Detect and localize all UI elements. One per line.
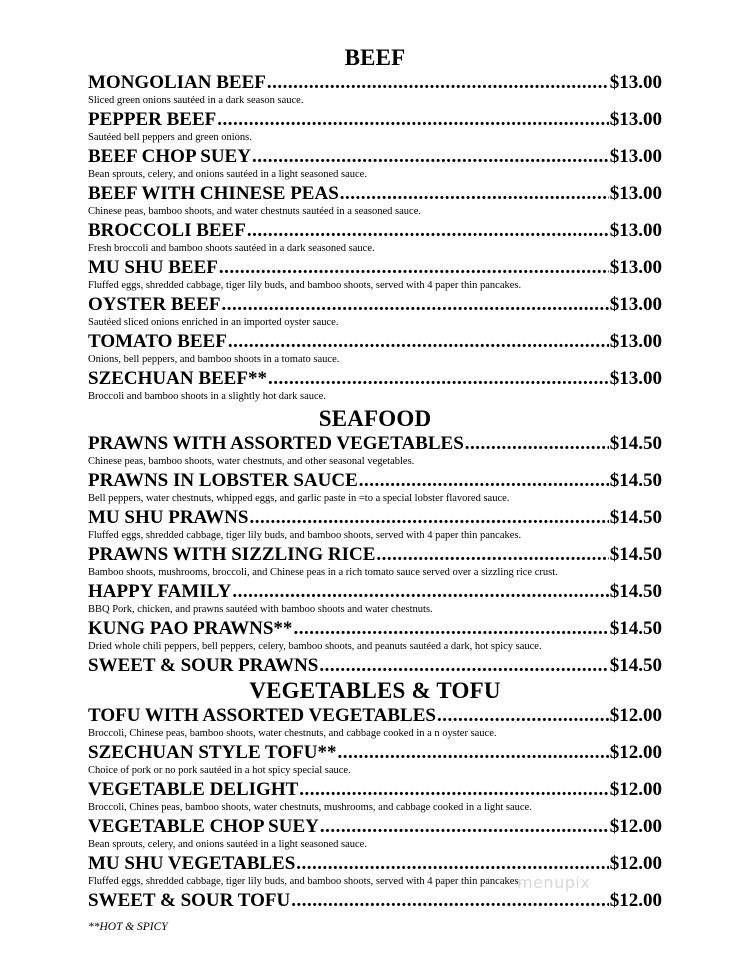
item-name: PRAWNS IN LOBSTER SAUCE — [88, 470, 358, 491]
menu-item — [88, 183, 662, 219]
dot-leader — [268, 368, 609, 390]
item-name: TOFU WITH ASSORTED VEGETABLES — [88, 705, 436, 726]
item-price: $14.50 — [609, 470, 662, 491]
menu-item-line — [88, 331, 662, 353]
item-price: $12.00 — [609, 705, 662, 726]
dot-leader — [296, 853, 608, 875]
item-price: $13.00 — [609, 109, 662, 130]
menu-item — [88, 507, 662, 543]
item-price: $13.00 — [609, 257, 662, 278]
section-beef — [88, 44, 662, 404]
item-name: VEGETABLE CHOP SUEY — [88, 816, 319, 837]
item-description: Sliced green onions sautéed in a dark season sauce. — [88, 95, 304, 106]
item-description: Chinese peas, bamboo shoots, and water chestnuts sautéed in a seasoned sauce. — [88, 206, 421, 217]
menu-item — [88, 470, 662, 506]
menu-item — [88, 655, 662, 677]
dot-leader — [340, 183, 609, 205]
item-price: $14.50 — [609, 618, 662, 639]
item-name: BEEF WITH CHINESE PEAS — [88, 183, 339, 204]
item-description: Choice of pork or no pork sautéed in a hot spicy special sauce. — [88, 765, 351, 776]
item-price: $12.00 — [609, 816, 662, 837]
menu-item — [88, 890, 662, 912]
item-price: $13.00 — [609, 331, 662, 352]
menu-item — [88, 368, 662, 404]
item-price: $13.00 — [609, 220, 662, 241]
item-description: Bean sprouts, celery, and onions sautéed in a light seasoned sauce. — [88, 839, 367, 850]
item-name: MU SHU PRAWNS — [88, 507, 249, 528]
menu-item-line — [88, 705, 662, 727]
item-description: Sautéed sliced onions enriched in an imported oyster sauce. — [88, 317, 339, 328]
item-description: Fresh broccoli and bamboo shoots sautéed in a dark seasoned sauce. — [88, 243, 375, 254]
item-price: $13.00 — [609, 368, 662, 389]
item-price: $12.00 — [609, 853, 662, 874]
dot-leader — [228, 331, 609, 353]
menu-item — [88, 779, 662, 815]
menu-item-line — [88, 890, 662, 912]
menu-item-line — [88, 433, 662, 455]
item-description: BBQ Pork, chicken, and prawns sautéed with bamboo shoots and water chestnuts. — [88, 604, 433, 615]
item-name: SWEET & SOUR PRAWNS — [88, 655, 319, 676]
dot-leader — [291, 890, 609, 912]
menu-item-line — [88, 220, 662, 242]
item-price: $13.00 — [609, 146, 662, 167]
menu-item-line — [88, 507, 662, 529]
menu-item — [88, 331, 662, 367]
section-title: VEGETABLES & TOFU — [249, 678, 501, 703]
item-name: OYSTER BEEF — [88, 294, 221, 315]
menu-item-line — [88, 779, 662, 801]
item-description: Chinese peas, bamboo shoots, water chestnuts, and other seasonal vegetables. — [88, 456, 415, 467]
item-description: Broccoli and bamboo shoots in a slightly hot dark sauce. — [88, 391, 326, 402]
section-title: BEEF — [344, 45, 406, 70]
item-description: Broccoli, Chinese peas, bamboo shoots, water chestnuts, and cabbage cooked in a n oyster sauce. — [88, 728, 497, 739]
menu-item-line — [88, 470, 662, 492]
menu-item — [88, 433, 662, 469]
item-name: MU SHU BEEF — [88, 257, 218, 278]
menu-item — [88, 220, 662, 256]
menu-item — [88, 742, 662, 778]
item-description: Onions, bell peppers, and bamboo shoots in a tomato sauce. — [88, 354, 340, 365]
item-description: Sautéed bell peppers and green onions. — [88, 132, 252, 143]
menu-item — [88, 618, 662, 654]
dot-leader — [299, 779, 608, 801]
dot-leader — [222, 294, 609, 316]
menu-item-line — [88, 581, 662, 603]
menu-item-line — [88, 655, 662, 677]
dot-leader — [437, 705, 609, 727]
item-price: $12.00 — [609, 890, 662, 911]
item-name: MU SHU VEGETABLES — [88, 853, 296, 874]
menu-item-line — [88, 544, 662, 566]
menu-items — [88, 433, 662, 677]
dot-leader — [293, 618, 608, 640]
dot-leader — [320, 816, 609, 838]
item-price: $14.50 — [609, 507, 662, 528]
item-description: Bell peppers, water chestnuts, whipped eggs, and garlic paste in =to a special lobster flavored sauce. — [88, 493, 510, 504]
dot-leader — [337, 742, 608, 764]
dot-leader — [217, 109, 608, 131]
item-price: $13.00 — [609, 294, 662, 315]
menu-items — [88, 72, 662, 404]
menu-item-line — [88, 853, 662, 875]
item-name: KUNG PAO PRAWNS** — [88, 618, 293, 639]
item-description: Bamboo shoots, mushrooms, broccoli, and Chinese peas in a rich tomato sauce served over a sizzling rice crust. — [88, 567, 558, 578]
dot-leader — [232, 581, 608, 603]
item-name: BEEF CHOP SUEY — [88, 146, 251, 167]
menu-item — [88, 146, 662, 182]
item-price: $14.50 — [609, 544, 662, 565]
dot-leader — [319, 655, 608, 677]
item-price: $13.00 — [609, 183, 662, 204]
item-name: PEPPER BEEF — [88, 109, 217, 130]
menu-item — [88, 72, 662, 108]
menu-item-line — [88, 72, 662, 94]
dot-leader — [376, 544, 608, 566]
item-description: Broccoli, Chines peas, bamboo shoots, water chestnuts, mushrooms, and cabbage cooked in a light sauce. — [88, 802, 532, 813]
menu-item-line — [88, 109, 662, 131]
footnote: **HOT & SPICY — [88, 921, 168, 933]
menu-item-line — [88, 257, 662, 279]
item-name: HAPPY FAMILY — [88, 581, 232, 602]
item-description: Fluffed eggs, shredded cabbage, tiger lily buds, and bamboo shoots, served with 4 paper thin pancakes. — [88, 876, 522, 887]
item-price: $14.50 — [609, 655, 662, 676]
menu-item — [88, 581, 662, 617]
dot-leader — [267, 72, 609, 94]
menu-item — [88, 705, 662, 741]
item-price: $12.00 — [609, 779, 662, 800]
item-name: BROCCOLI BEEF — [88, 220, 246, 241]
item-name: PRAWNS WITH ASSORTED VEGETABLES — [88, 433, 464, 454]
dot-leader — [247, 220, 609, 242]
menu-item-line — [88, 816, 662, 838]
item-name: MONGOLIAN BEEF — [88, 72, 266, 93]
dot-leader — [252, 146, 609, 168]
item-price: $13.00 — [609, 72, 662, 93]
item-price: $14.50 — [609, 581, 662, 602]
menu-item — [88, 816, 662, 852]
menu-page — [88, 44, 662, 912]
menu-item-line — [88, 146, 662, 168]
item-price: $14.50 — [609, 433, 662, 454]
item-name: PRAWNS WITH SIZZLING RICE — [88, 544, 376, 565]
item-name: SWEET & SOUR TOFU — [88, 890, 291, 911]
menu-item-line — [88, 294, 662, 316]
item-name: TOMATO BEEF — [88, 331, 227, 352]
item-name: VEGETABLE DELIGHT — [88, 779, 299, 800]
watermark-logo: menupix — [517, 873, 591, 892]
item-description: Fluffed eggs, shredded cabbage, tiger lily buds, and bamboo shoots, served with 4 paper thin pancakes. — [88, 530, 522, 541]
item-price: $12.00 — [609, 742, 662, 763]
dot-leader — [359, 470, 609, 492]
item-name: SZECHUAN BEEF** — [88, 368, 267, 389]
menu-item — [88, 109, 662, 145]
dot-leader — [219, 257, 609, 279]
menu-item-line — [88, 618, 662, 640]
menu-item — [88, 294, 662, 330]
menu-item-line — [88, 368, 662, 390]
item-name: SZECHUAN STYLE TOFU** — [88, 742, 337, 763]
item-description: Dried whole chili peppers, bell peppers, celery, bamboo shoots, and peanuts sautéed a dark, hot spicy sauce. — [88, 641, 542, 652]
dot-leader — [465, 433, 609, 455]
menu-item — [88, 257, 662, 293]
item-description: Fluffed eggs, shredded cabbage, tiger lily buds, and bamboo shoots, served with 4 paper thin pancakes. — [88, 280, 522, 291]
menu-item — [88, 544, 662, 580]
item-description: Bean sprouts, celery, and onions sautéed in a light seasoned sauce. — [88, 169, 367, 180]
menu-item-line — [88, 742, 662, 764]
section-seafood — [88, 405, 662, 677]
dot-leader — [249, 507, 608, 529]
section-title: SEAFOOD — [318, 406, 432, 431]
menu-item-line — [88, 183, 662, 205]
